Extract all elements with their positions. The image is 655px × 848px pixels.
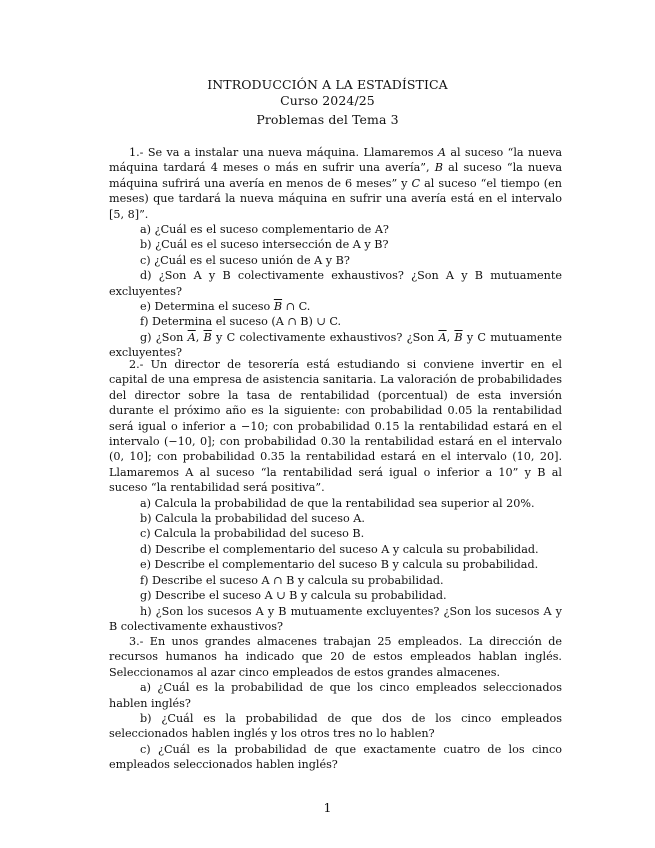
problem-2-item-a: a) Calcula la probabilidad de que la rentabilidad sea superior al 20%. [140, 496, 535, 510]
problem-1-item-e: e) Determina el suceso $\overline{B}$ ∩ C. [140, 300, 311, 314]
problem-2-item-d: d) Describe el complementario del suceso A y calcula su probabilidad. [140, 542, 539, 556]
problem-3-item-c: c) ¿Cuál es la probabilidad de que exactamente cuatro de los cinco empleados seleccionados hablen inglés? [109, 742, 562, 772]
problem-3-item-b: b) ¿Cuál es la probabilidad de que dos de los cinco empleados seleccionados hablen inglés y los otros tres no lo hablen? [109, 712, 562, 741]
b-complement-symbol: $\overline{B}$ [273, 300, 283, 314]
problem-set-title: Problemas del Tema 3 [256, 112, 399, 127]
problem-1-item-f: f) Determina el suceso (A ∩ B) ∪ C. [140, 315, 342, 329]
problem-2-item-g: g) Describe el suceso A ∪ B y calcula su probabilidad. [140, 589, 447, 603]
page-number: 1 [323, 800, 332, 815]
problem-1-item-c: c) ¿Cuál es el suceso unión de A y B? [140, 253, 350, 267]
problem-2-item-c: c) Calcula la probabilidad del suceso B. [140, 527, 365, 541]
problem-1-item-b: b) ¿Cuál es el suceso intersección de A y B? [140, 238, 389, 252]
problem-2-item-f: f) Describe el suceso A ∩ B y calcula su probabilidad. [140, 573, 444, 587]
problem-2-item-h: h) ¿Son los sucesos A y B mutuamente excluyentes? ¿Son los sucesos A y B colectivamente exhaustivos? [109, 604, 562, 633]
document-title: INTRODUCCIÓN A LA ESTADÍSTICA [207, 77, 448, 92]
problem-3 [109, 634, 562, 773]
problem-1-statement: 1.- Se va a instalar una nueva máquina. Llamaremos A al suceso “la nueva máquina tardará 4 meses o más en sufrir una avería”, B al suceso “la nueva máquina sufrirá una avería en menos de 6 meses” y C al suceso “el tiempo (en meses) que tardará la nueva máquina en sufrir una avería está en el intervalo [5, 8]”. [109, 146, 562, 221]
problem-1-item-a: a) ¿Cuál es el suceso complementario de A? [140, 223, 389, 237]
problem-1-item-g: g) ¿Son $\overline{A}$, $\overline{B}$ y C colectivamente exhaustivos? ¿Son $\overline{A}$, $\overline{B}$ y C mutuamente excluyentes? [109, 330, 562, 360]
problem-2 [109, 357, 562, 634]
problem-1-item-d: d) ¿Son A y B colectivamente exhaustivos? ¿Son A y B mutuamente excluyentes? [109, 269, 562, 298]
course-label: Curso 2024/25 [280, 93, 375, 108]
problem-2-item-e: e) Describe el complementario del suceso B y calcula su probabilidad. [140, 558, 539, 572]
problem-2-item-b: b) Calcula la probabilidad del suceso A. [140, 512, 365, 526]
problem-3-item-a: a) ¿Cuál es la probabilidad de que los cinco empleados seleccionados hablen inglés? [109, 681, 562, 710]
problem-1 [109, 145, 562, 361]
problem-3-statement: 3.- En unos grandes almacenes trabajan 25 empleados. La dirección de recursos humanos ha indicado que 20 de estos empleados hablan inglés. Seleccionamos al azar cinco empleados de estos grandes almacenes. [109, 635, 562, 679]
problem-2-statement: 2.- Un director de tesorería está estudiando si conviene invertir en el capital de una empresa de asistencia sanitaria. La valoración de probabilidades del director sobre la tasa de rentabilidad (porcentual) de esta inversión durante el próximo año es la siguiente: con probabilidad 0.05 la rentabilidad será igual o inferior a −10; con probabilidad 0.15 la rentabilidad estará en el intervalo (−10, 0]; con probabilidad 0.30 la rentabilidad estará en el intervalo (0, 10]; con probabilidad 0.35 la rentabilidad estará en el intervalo (10, 20]. Llamaremos A al suceso “la rentabilidad será igual o inferior a 10” y B al suceso “la rentabilidad será positiva”. [109, 358, 562, 495]
